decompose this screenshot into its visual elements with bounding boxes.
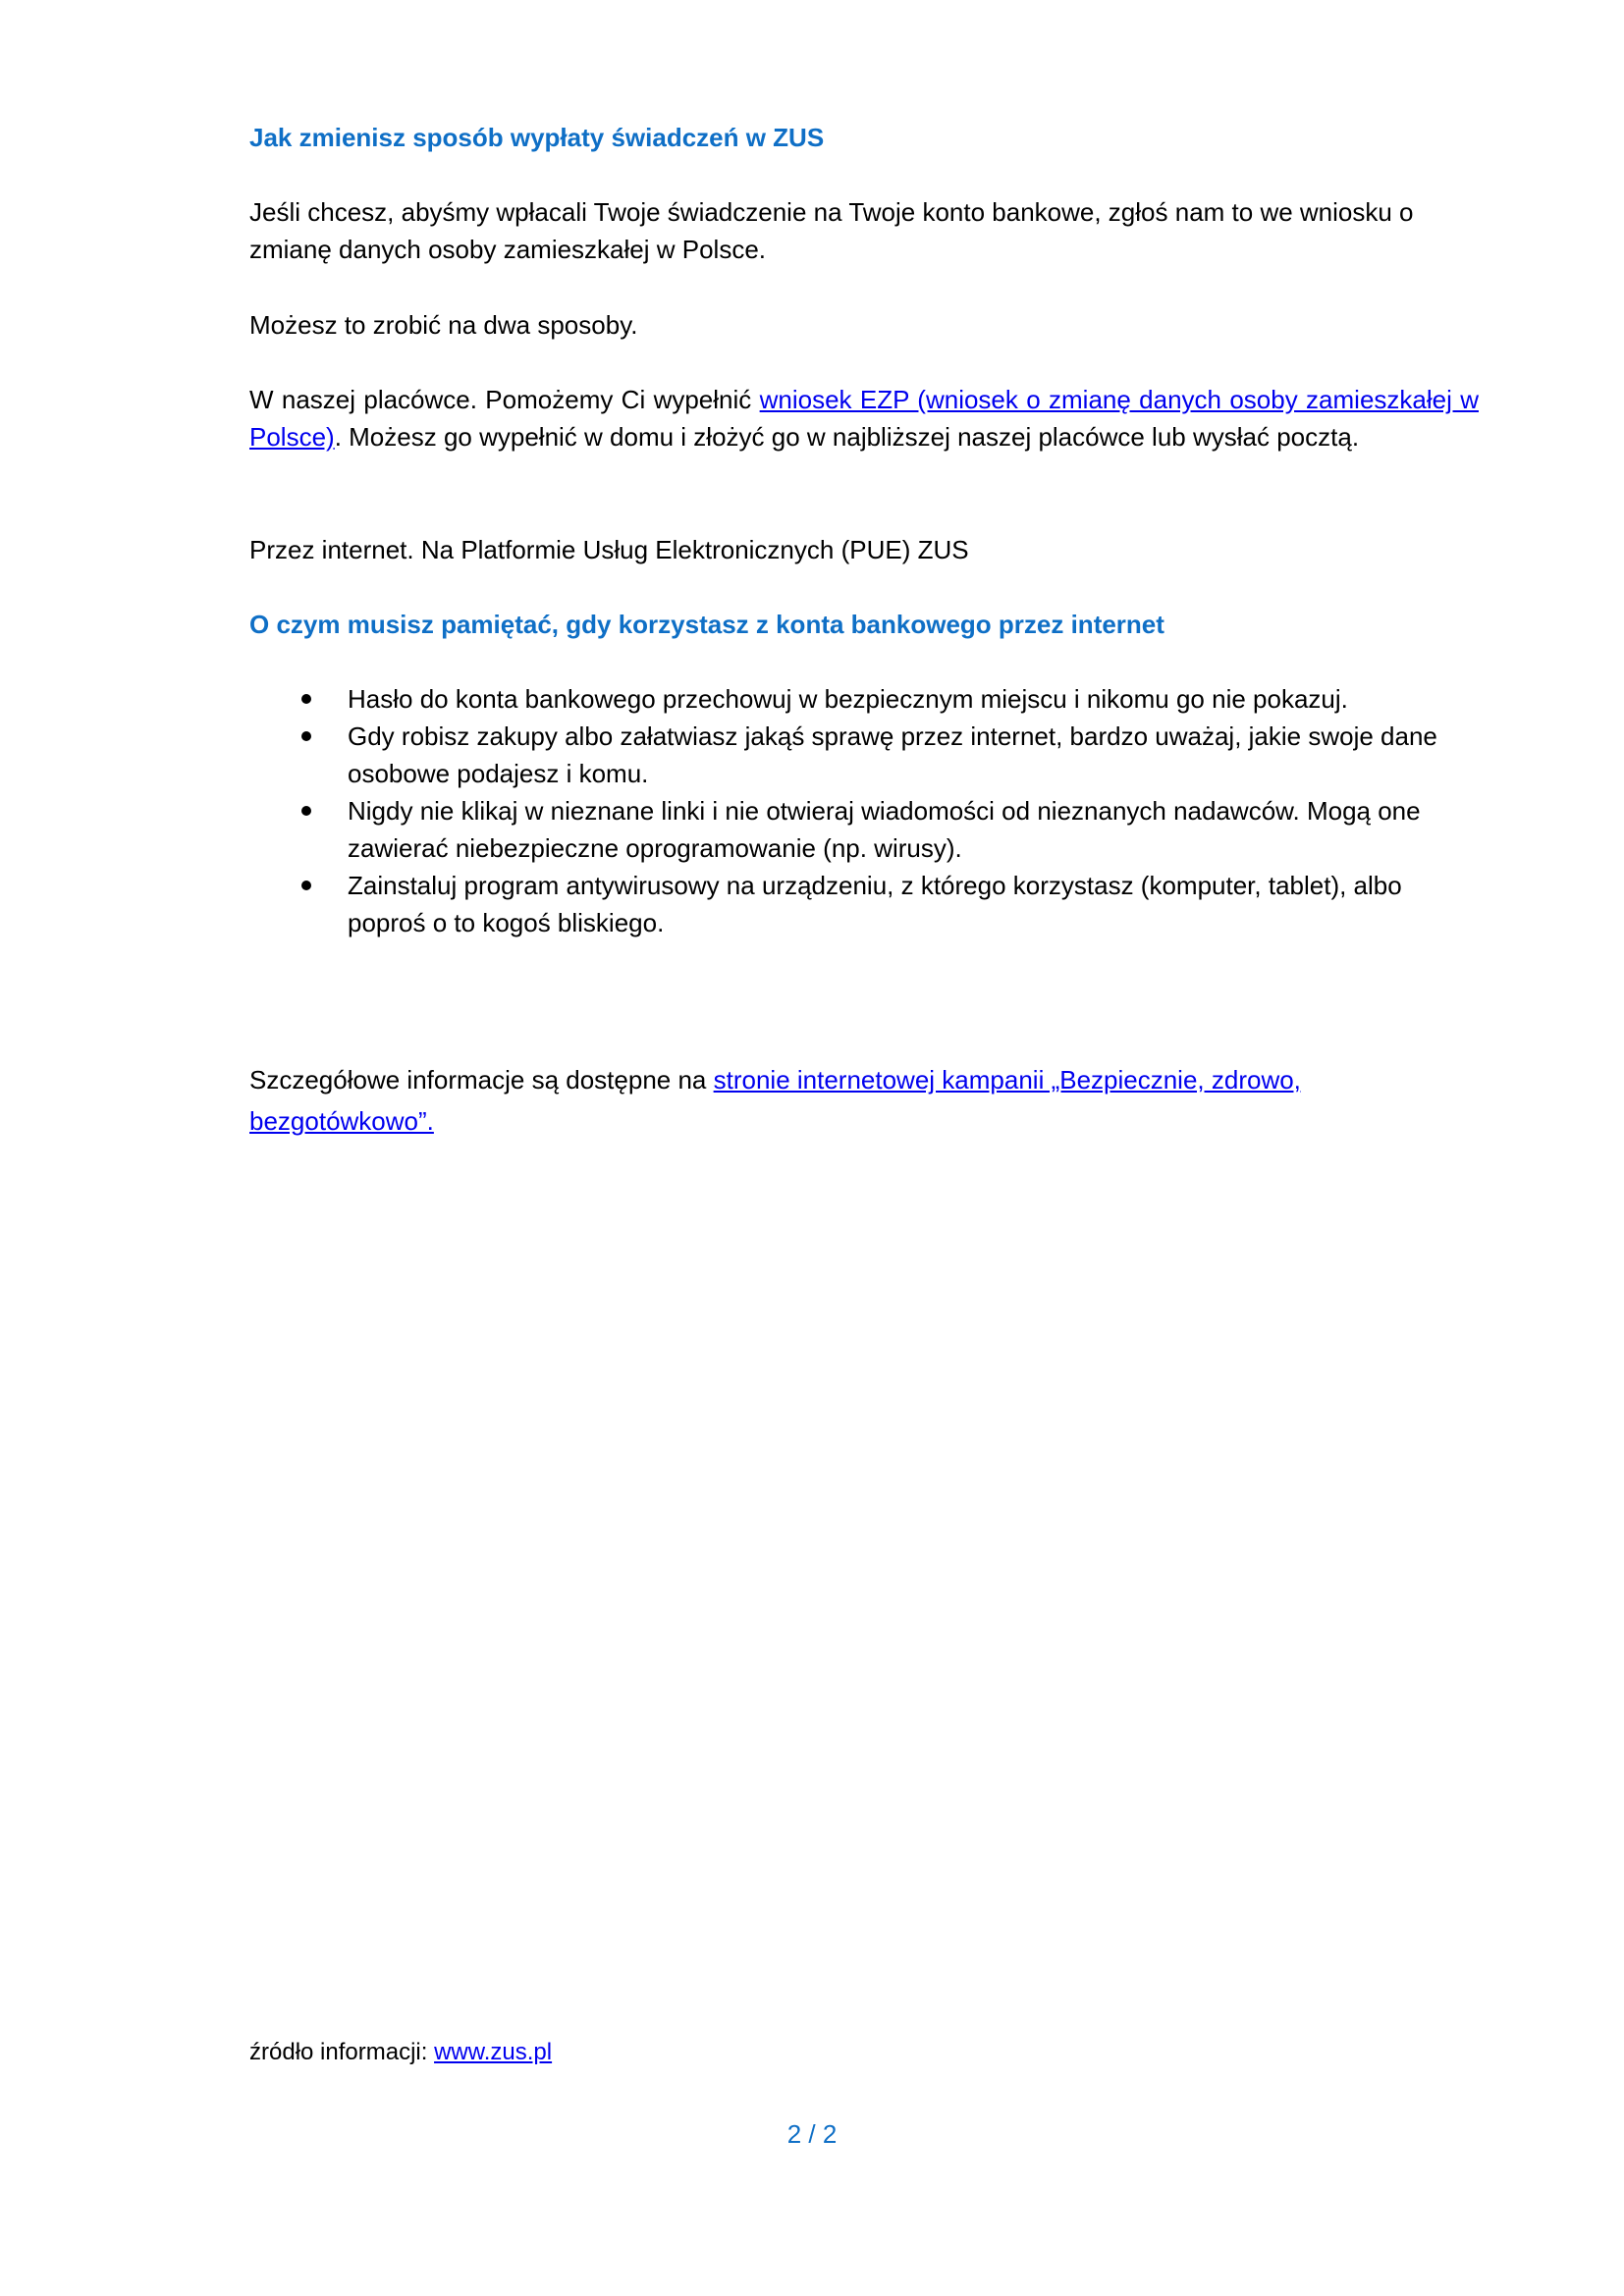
list-item-text: Gdy robisz zakupy albo załatwiasz jakąś sprawę przez internet, bardzo uważaj, jakie swoje dane osobowe podajesz i komu. [348, 721, 1437, 788]
document-page [249, 0, 1479, 2296]
paragraph-campaign-details [249, 1059, 1479, 1142]
source-info [249, 2036, 552, 2069]
list-item [249, 718, 1479, 792]
paragraph-bank-account-request: Jeśli chcesz, abyśmy wpłacali Twoje świadczenie na Twoje konto bankowe, zgłoś nam to we wniosku o zmianę danych osoby zamieszkałej w Polsce. [249, 197, 1414, 264]
paragraph-online-pue: Przez internet. Na Platformie Usług Elektronicznych (PUE) ZUS [249, 535, 969, 564]
bullet-icon [301, 806, 311, 816]
bullet-icon [301, 694, 311, 704]
page-number: 2 / 2 [786, 2119, 838, 2149]
bullet-icon [301, 881, 311, 890]
list-item [249, 792, 1479, 867]
paragraph-in-branch [249, 381, 1479, 455]
paragraph-two-ways: Możesz to zrobić na dwa sposoby. [249, 310, 638, 340]
bullet-icon [301, 731, 311, 741]
list-item-text: Hasło do konta bankowego przechowuj w bezpiecznym miejscu i nikomu go nie pokazuj. [348, 684, 1348, 714]
zus-website-link[interactable]: www.zus.pl [434, 2039, 553, 2065]
ezp-form-link[interactable]: wniosek EZP (wniosek o zmianę danych osoby zamieszkałej w Polsce) [249, 385, 1479, 452]
list-item-text: Zainstaluj program antywirusowy na urządzeniu, z którego korzystasz (komputer, tablet), albo poproś o to kogoś bliskiego. [348, 871, 1402, 937]
heading-online-banking-safety: O czym musisz pamiętać, gdy korzystasz z konta bankowego przez internet [249, 610, 1164, 639]
list-item [249, 867, 1479, 941]
list-item-text: Nigdy nie klikaj w nieznane linki i nie otwieraj wiadomości od nieznanych nadawców. Mogą one zawierać niebezpieczne oprogramowanie (np. wirusy). [348, 796, 1421, 863]
heading-change-payment-method: Jak zmienisz sposób wypłaty świadczeń w ZUS [249, 123, 825, 152]
safety-tips-list [249, 680, 1479, 941]
in-branch-text-after: . Możesz go wypełnić w domu i złożyć go w najbliższej naszej placówce lub wysłać pocztą. [334, 422, 1360, 452]
campaign-website-link[interactable]: stronie internetowej kampanii „Bezpiecznie, zdrowo, bezgotówkowo”. [249, 1065, 1301, 1136]
in-branch-text-before: W naszej placówce. Pomożemy Ci wypełnić [249, 385, 760, 414]
list-item [249, 680, 1479, 718]
source-label: źródło informacji: [249, 2039, 435, 2065]
campaign-text-before: Szczegółowe informacje są dostępne na [249, 1065, 714, 1095]
